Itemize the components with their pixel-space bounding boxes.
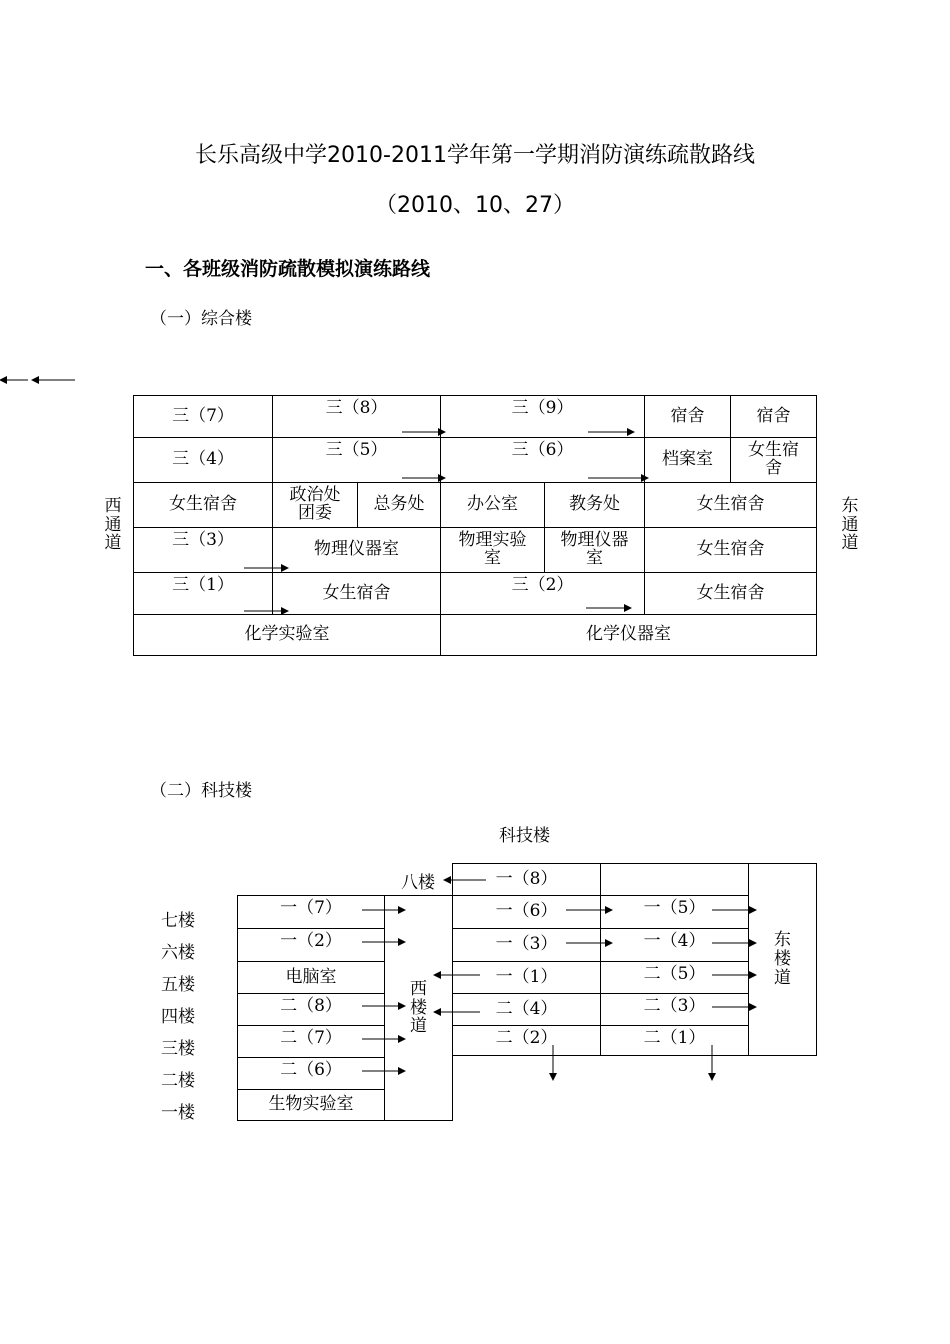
physics-lab: 物理实验室 (440, 527, 545, 573)
girls-dorm: 女生宿舍 (272, 572, 441, 615)
room-1-8: 一（8） (452, 863, 601, 896)
room-3-1: 三（1） (133, 572, 273, 615)
east-stair-label: 东楼道 (774, 930, 791, 988)
room-3-9: 三（9） (440, 395, 645, 438)
room-2-8: 二（8） (237, 993, 385, 1026)
floor-label: 七楼 (161, 911, 195, 931)
room-2-7: 二（7） (237, 1025, 385, 1058)
room-1-5: 一（5） (600, 895, 749, 929)
floor-label: 五楼 (161, 975, 195, 995)
room-2-2: 二（2） (452, 1025, 601, 1056)
room-1-1: 一（1） (452, 961, 601, 994)
chemistry-instrument-room: 化学仪器室 (440, 614, 817, 656)
section-heading: 一、各班级消防疏散模拟演练路线 (145, 258, 431, 280)
room-2-1: 二（1） (600, 1025, 749, 1056)
room-3-3: 三（3） (133, 527, 273, 573)
floor-label: 八楼 (401, 873, 435, 893)
room-1-6: 一（6） (452, 895, 601, 929)
girls-dorm: 女生宿舍 (644, 527, 817, 573)
girls-dorm: 女生宿舍 (644, 482, 817, 528)
floor-label: 三楼 (161, 1039, 195, 1059)
room-1-7: 一（7） (237, 895, 385, 929)
room-2-4: 二（4） (452, 993, 601, 1026)
dorm-room: 宿舍 (730, 395, 817, 438)
subtitle-building-1: （一）综合楼 (150, 309, 252, 329)
west-stair-label: 西楼道 (410, 978, 427, 1037)
room-3-4: 三（4） (133, 437, 273, 483)
biology-lab: 生物实验室 (237, 1089, 385, 1121)
floor-label: 二楼 (161, 1071, 195, 1091)
computer-room: 电脑室 (237, 961, 385, 994)
floor-label: 一楼 (161, 1103, 195, 1123)
subtitle-building-2: （二）科技楼 (150, 781, 252, 801)
room-2-3: 二（3） (600, 993, 749, 1026)
room-3-2: 三（2） (440, 572, 645, 615)
room-3-5: 三（5） (272, 437, 441, 483)
page-title: 长乐高级中学2010-2011学年第一学期消防演练疏散路线 (195, 143, 755, 168)
room-2-6: 二（6） (237, 1057, 385, 1090)
girls-dorm: 女生宿舍 (644, 572, 817, 615)
room-1-3: 一（3） (452, 928, 601, 962)
floor-label: 六楼 (161, 943, 195, 963)
floor-label: 四楼 (161, 1007, 195, 1027)
physics-instrument-room: 物理仪器室 (272, 527, 441, 573)
east-passage-label: 东通道 (841, 496, 859, 554)
chemistry-lab: 化学实验室 (133, 614, 441, 656)
drill-date: （2010、10、27） (375, 193, 575, 218)
office: 办公室 (440, 482, 545, 528)
politics-office: 政治处团委 (272, 482, 358, 528)
building-2-caption: 科技楼 (499, 826, 550, 846)
girls-dorm: 女生宿舍 (133, 482, 273, 528)
room-1-2: 一（2） (237, 928, 385, 962)
room-2-5: 二（5） (600, 961, 749, 994)
girls-dorm: 女生宿舍 (730, 437, 817, 483)
room-3-7: 三（7） (133, 395, 273, 438)
west-passage-label: 西通道 (104, 496, 122, 554)
archive-room: 档案室 (644, 437, 731, 483)
general-affairs-office: 总务处 (357, 482, 441, 528)
physics-instrument-room: 物理仪器室 (544, 527, 645, 573)
academic-affairs-office: 教务处 (544, 482, 645, 528)
dorm-room: 宿舍 (644, 395, 731, 438)
room-3-8: 三（8） (272, 395, 441, 438)
room-1-4: 一（4） (600, 928, 749, 962)
room-3-6: 三（6） (440, 437, 645, 483)
